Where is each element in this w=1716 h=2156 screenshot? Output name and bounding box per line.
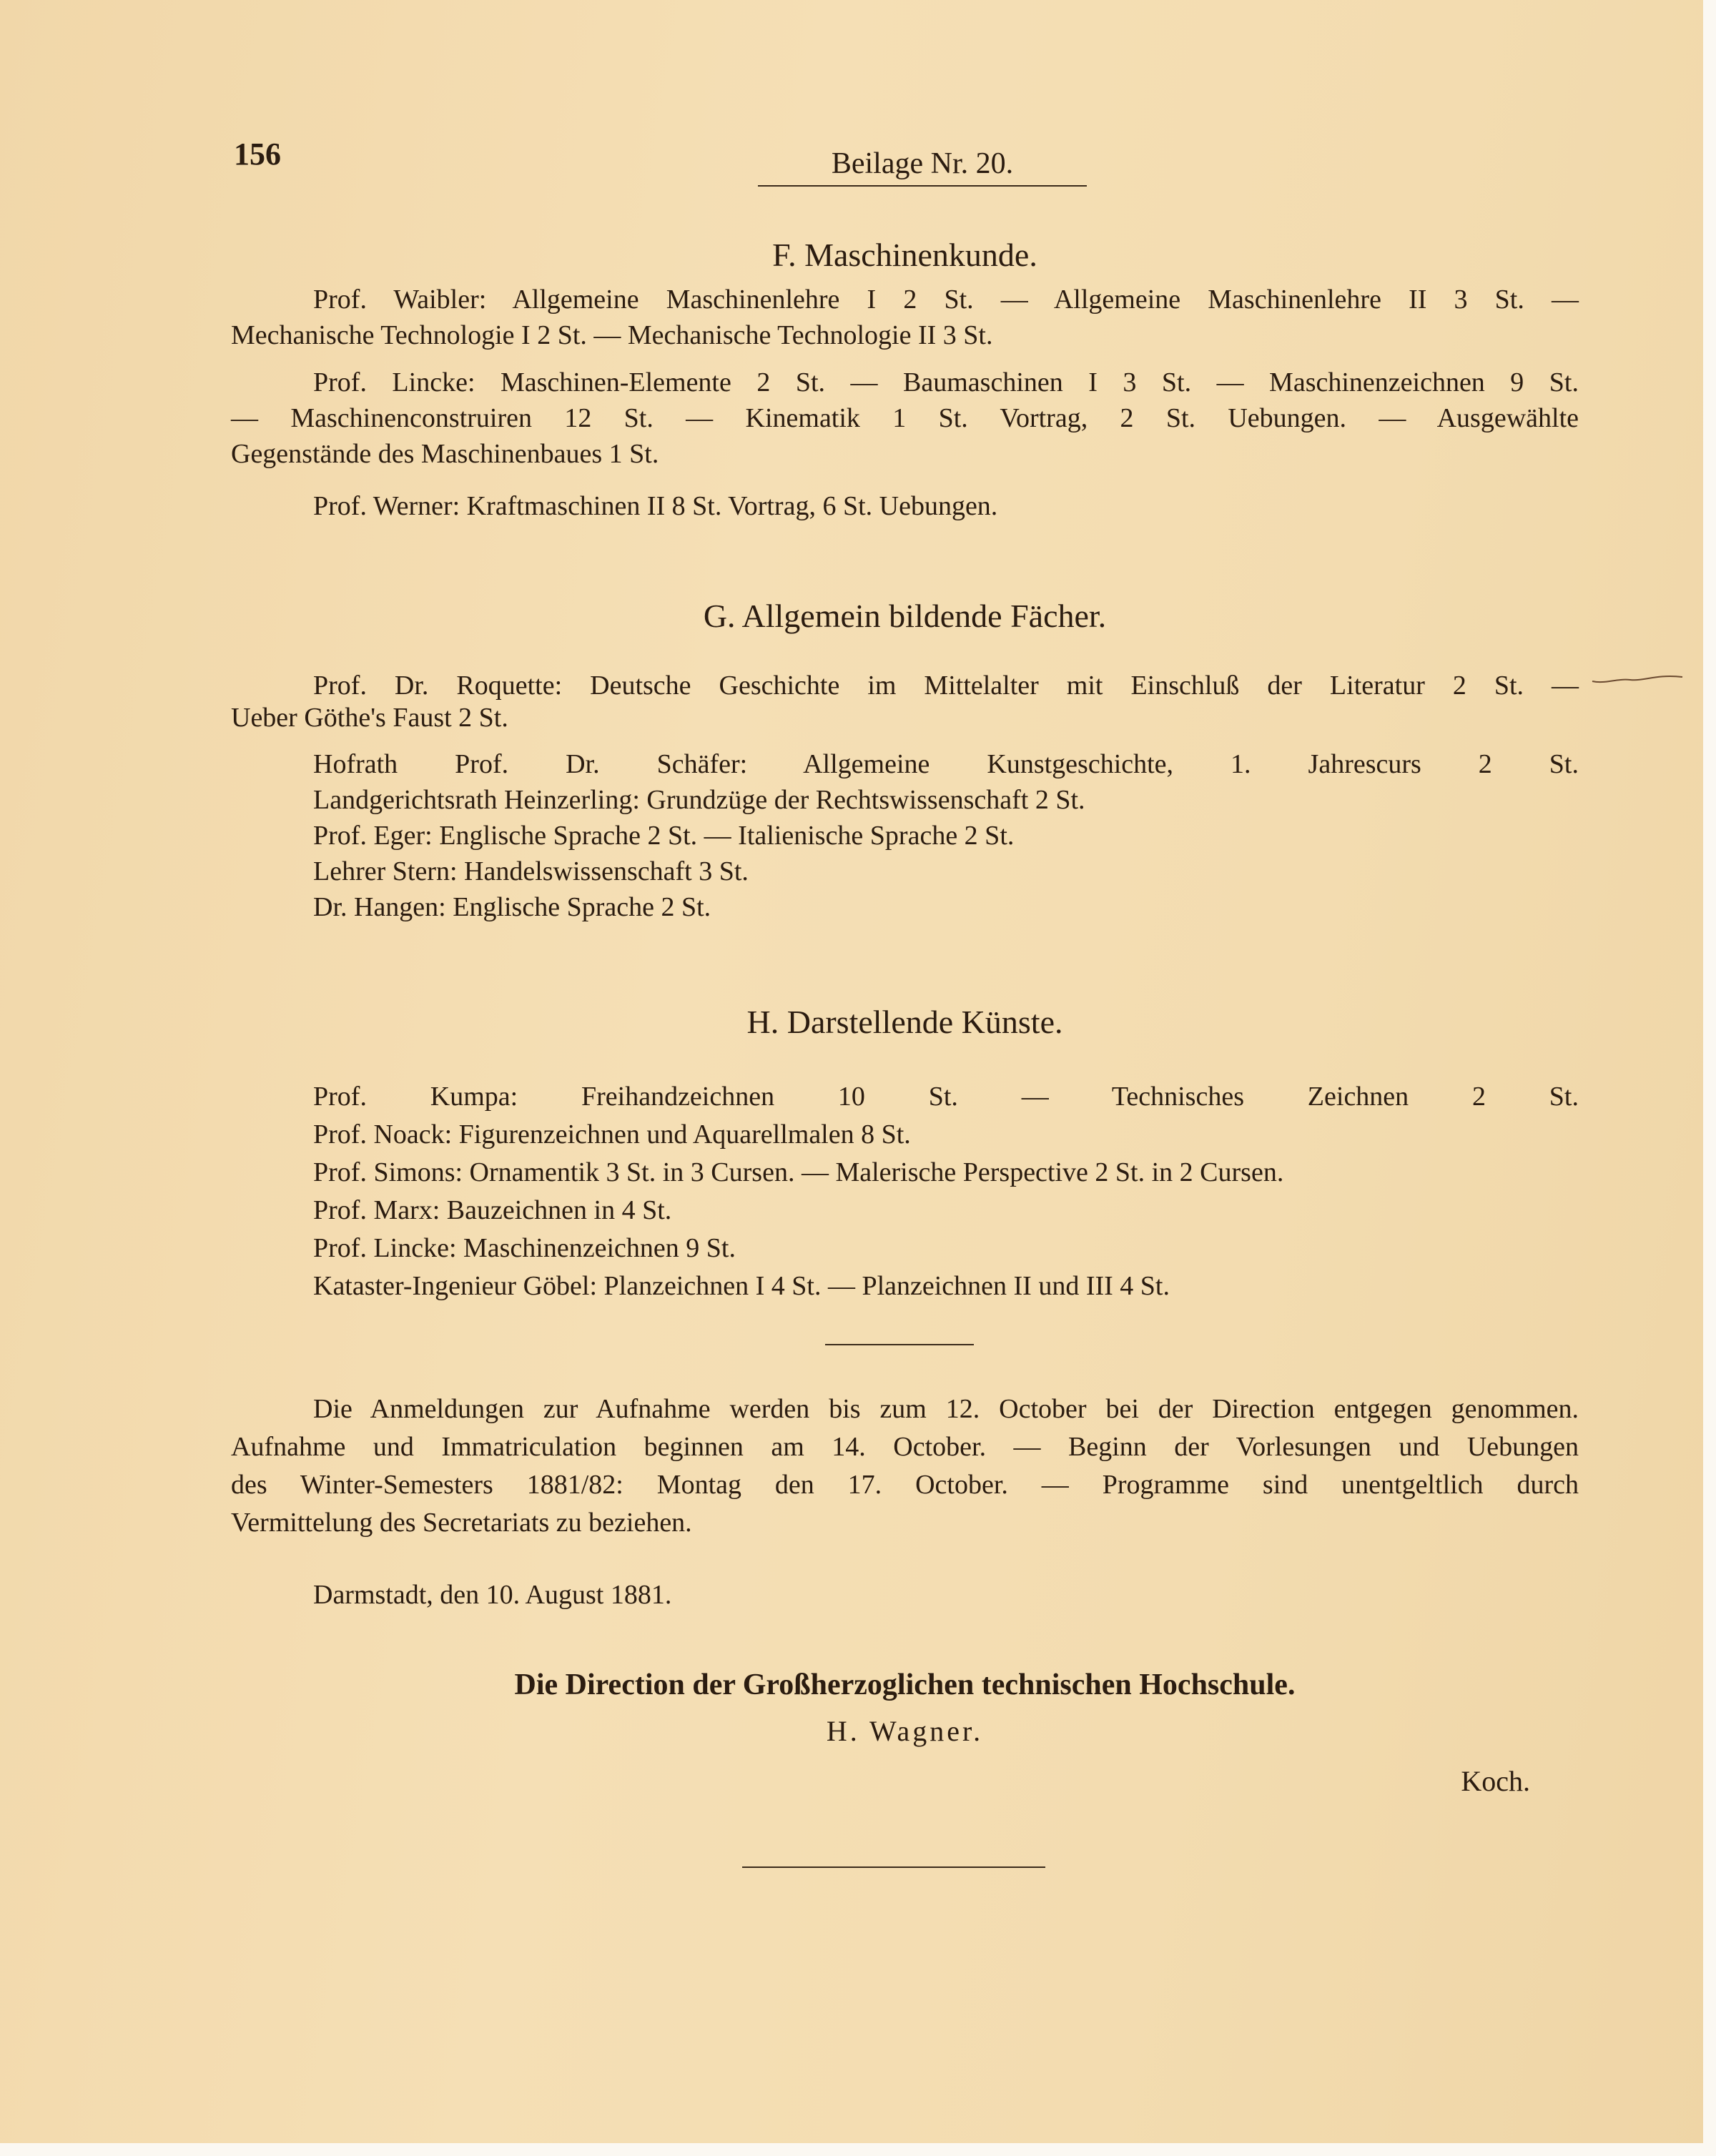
- place-date-block: [231, 1577, 1579, 1613]
- text-line: Mechanische Technologie I 2 St. — Mechanische Technologie II 3 St.: [231, 320, 993, 350]
- paragraph: [231, 1078, 1579, 1305]
- text-line: Prof. Dr. Roquette: Deutsche Geschichte im Mittelalter mit Einschluß der Literatur 2 St. —: [313, 671, 1579, 701]
- scan-edge: [1703, 0, 1716, 2156]
- text-line: Vermittelung des Secretariats zu beziehen.: [231, 1508, 692, 1538]
- text-line: Hofrath Prof. Dr. Schäfer: Allgemeine Kunstgeschichte, 1. Jahrescurs 2 St.: [313, 749, 1579, 779]
- paragraph: [231, 670, 1579, 734]
- paragraph: [231, 746, 1579, 925]
- separator-rule: [825, 1344, 974, 1345]
- text-line: Prof. Eger: Englische Sprache 2 St. — Italienische Sprache 2 St.: [313, 821, 1015, 851]
- text-line: Gegenstände des Maschinenbaues 1 St.: [231, 439, 659, 469]
- signature-institution: Die Direction der Großherzoglichen technischen Hochschule.: [514, 1668, 1296, 1701]
- text-line: des Winter-Semesters 1881/82: Montag den 17. October. — Programme sind unentgeltlich durch: [231, 1470, 1579, 1500]
- text-line: Prof. Werner: Kraftmaschinen II 8 St. Vortrag, 6 St. Uebungen.: [313, 491, 998, 521]
- margin-mark: [1591, 668, 1684, 690]
- end-rule: [742, 1866, 1045, 1868]
- text-line: Prof. Marx: Bauzeichnen in 4 St.: [313, 1195, 672, 1225]
- text-line: Die Anmeldungen zur Aufnahme werden bis zum 12. October bei der Direction entgegen genommen.: [313, 1394, 1579, 1424]
- notice-paragraph: [231, 1390, 1579, 1542]
- text-line: Prof. Lincke: Maschinen-Elemente 2 St. — Baumaschinen I 3 St. — Maschinenzeichnen 9 St.: [313, 367, 1579, 397]
- scan-edge: [0, 2143, 1716, 2156]
- text-line: Kataster-Ingenieur Göbel: Planzeichnen I 4 St. — Planzeichnen II und III 4 St.: [313, 1271, 1170, 1301]
- paragraph: [231, 488, 1579, 524]
- text-line: Prof. Waibler: Allgemeine Maschinenlehre I 2 St. — Allgemeine Maschinenlehre II 3 St. —: [313, 285, 1579, 315]
- text-line: Landgerichtsrath Heinzerling: Grundzüge der Rechtswissenschaft 2 St.: [313, 785, 1085, 815]
- text-line: — Maschinenconstruiren 12 St. — Kinematik 1 St. Vortrag, 2 St. Uebungen. — Ausgewählte: [231, 403, 1579, 433]
- paragraph: [231, 365, 1579, 472]
- page-number: 156: [234, 137, 281, 172]
- text-line: Prof. Noack: Figurenzeichnen und Aquarellmalen 8 St.: [313, 1119, 911, 1149]
- place-date: Darmstadt, den 10. August 1881.: [313, 1580, 672, 1610]
- text-line: Lehrer Stern: Handelswissenschaft 3 St.: [313, 856, 749, 886]
- text-line: Prof. Simons: Ornamentik 3 St. in 3 Cursen. — Malerische Perspective 2 St. in 2 Cursen.: [313, 1157, 1284, 1187]
- text-line: Ueber Göthe's Faust 2 St.: [231, 703, 508, 733]
- text-line: Aufnahme und Immatriculation beginnen am 14. October. — Beginn der Vorlesungen und Uebungen: [231, 1432, 1579, 1462]
- section-heading: H. Darstellende Künste.: [746, 1004, 1063, 1040]
- text-line: Dr. Hangen: Englische Sprache 2 St.: [313, 892, 711, 922]
- signature-name: H. Wagner.: [826, 1715, 984, 1747]
- section-heading: G. Allgemein bildende Fächer.: [703, 598, 1107, 634]
- running-head: Beilage Nr. 20.: [758, 147, 1087, 187]
- text-line: Prof. Lincke: Maschinenzeichnen 9 St.: [313, 1233, 736, 1263]
- section-heading: F. Maschinenkunde.: [772, 237, 1037, 273]
- text-line: Prof. Kumpa: Freihandzeichnen 10 St. — Technisches Zeichnen 2 St.: [313, 1082, 1579, 1112]
- paragraph: [231, 282, 1579, 353]
- signature-secretary: Koch.: [1461, 1765, 1530, 1797]
